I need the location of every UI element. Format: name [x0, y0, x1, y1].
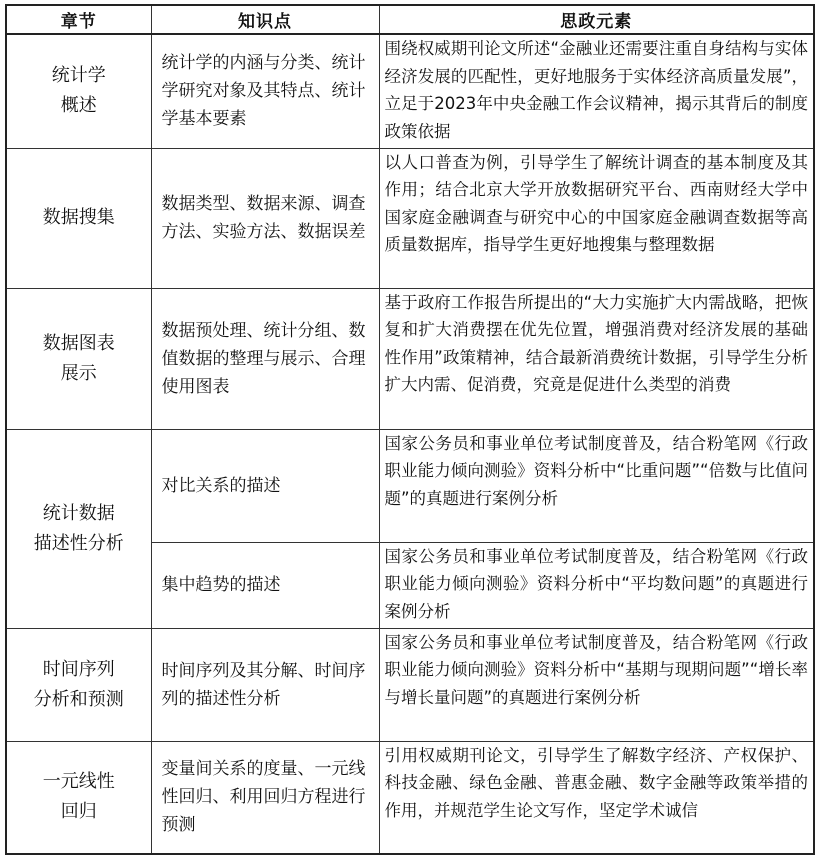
- knowledge-cell: [151, 148, 379, 288]
- curriculum-table: [5, 4, 815, 855]
- chapter-text: 时间序列 分析和预测: [33, 658, 124, 710]
- chapter-cell: [6, 628, 151, 741]
- knowledge-cell: [151, 628, 379, 741]
- table-row: [6, 429, 814, 542]
- knowledge-text: 数据预处理、统计分组、数值数据的整理与展示、合理使用图表: [161, 320, 366, 397]
- chapter-cell: [6, 429, 151, 628]
- knowledge-text: 集中趋势的描述: [161, 575, 281, 595]
- element-cell: [379, 429, 814, 542]
- element-text: 国家公务员和事业单位考试制度普及，结合粉笔网《行政职业能力倾向测验》资料分析中“平均数问题”的真题进行案例分析: [384, 546, 808, 621]
- element-cell: [379, 148, 814, 288]
- knowledge-cell: [151, 288, 379, 429]
- chapter-cell: [6, 34, 151, 148]
- chapter-text: 数据图表 展示: [42, 332, 115, 384]
- element-text: 基于政府工作报告所提出的“大力实施扩大内需战略，把恢复和扩大消费摆在优先位置，增强消费对经济发展的基础性作用”政策精神，结合最新消费统计数据，引导学生分析扩大内需、促消费，究竟是促进什么类型的消费: [384, 292, 808, 395]
- knowledge-cell: [151, 429, 379, 542]
- element-text: 引用权威期刊论文，引导学生了解数字经济、产权保护、科技金融、绿色金融、普惠金融、数字金融等政策举措的作用，并规范学生论文写作，坚定学术诚信: [384, 745, 808, 820]
- knowledge-text: 变量间关系的度量、一元线性回归、利用回归方程进行预测: [161, 759, 366, 836]
- chapter-cell: [6, 288, 151, 429]
- chapter-text: 统计学 概述: [51, 65, 106, 117]
- knowledge-text: 统计学的内涵与分类、统计学研究对象及其特点、统计学基本要素: [161, 53, 366, 130]
- knowledge-cell: [151, 542, 379, 628]
- element-text: 围绕权威期刊论文所述“金融业还需要注重自身结构与实体经济发展的匹配性，更好地服务于实体经济高质量发展”，立足于2023年中央金融工作会议精神，揭示其背后的制度政策依据: [384, 39, 808, 141]
- chapter-cell: [6, 741, 151, 854]
- element-text: 以人口普查为例，引导学生了解统计调查的基本制度及其作用；结合北京大学开放数据研究平台、西南财经大学中国家庭金融调查与研究中心的中国家庭金融调查数据等高质量数据库，指导学生更好地搜集与整理数据: [384, 152, 808, 255]
- chapter-text: 统计数据 描述性分析: [33, 502, 124, 554]
- header-knowledge: 知识点: [151, 5, 379, 34]
- knowledge-cell: [151, 741, 379, 854]
- header-element: 思政元素: [379, 5, 814, 34]
- knowledge-text: 数据类型、数据来源、调查方法、实验方法、数据误差: [161, 194, 366, 242]
- element-cell: [379, 542, 814, 628]
- knowledge-text: 对比关系的描述: [161, 475, 281, 496]
- chapter-text: 一元线性 回归: [42, 771, 115, 823]
- element-cell: [379, 288, 814, 429]
- table-row: [6, 288, 814, 429]
- table-row: [6, 34, 814, 148]
- knowledge-cell: [151, 34, 379, 148]
- table-row: [6, 148, 814, 288]
- element-cell: [379, 34, 814, 148]
- element-text: 国家公务员和事业单位考试制度普及，结合粉笔网《行政职业能力倾向测验》资料分析中“基期与现期问题”“增长率与增长量问题”的真题进行案例分析: [384, 632, 808, 707]
- element-text: 国家公务员和事业单位考试制度普及，结合粉笔网《行政职业能力倾向测验》资料分析中“比重问题”“倍数与比值问题”的真题进行案例分析: [384, 433, 808, 508]
- table-row: [6, 741, 814, 854]
- table-row: [6, 628, 814, 741]
- knowledge-text: 时间序列及其分解、时间序列的描述性分析: [161, 660, 366, 709]
- chapter-cell: [6, 148, 151, 288]
- chapter-text: 数据搜集: [42, 207, 115, 228]
- element-cell: [379, 741, 814, 854]
- header-chapter: 章节: [6, 5, 151, 34]
- header-row: [6, 5, 814, 34]
- element-cell: [379, 628, 814, 741]
